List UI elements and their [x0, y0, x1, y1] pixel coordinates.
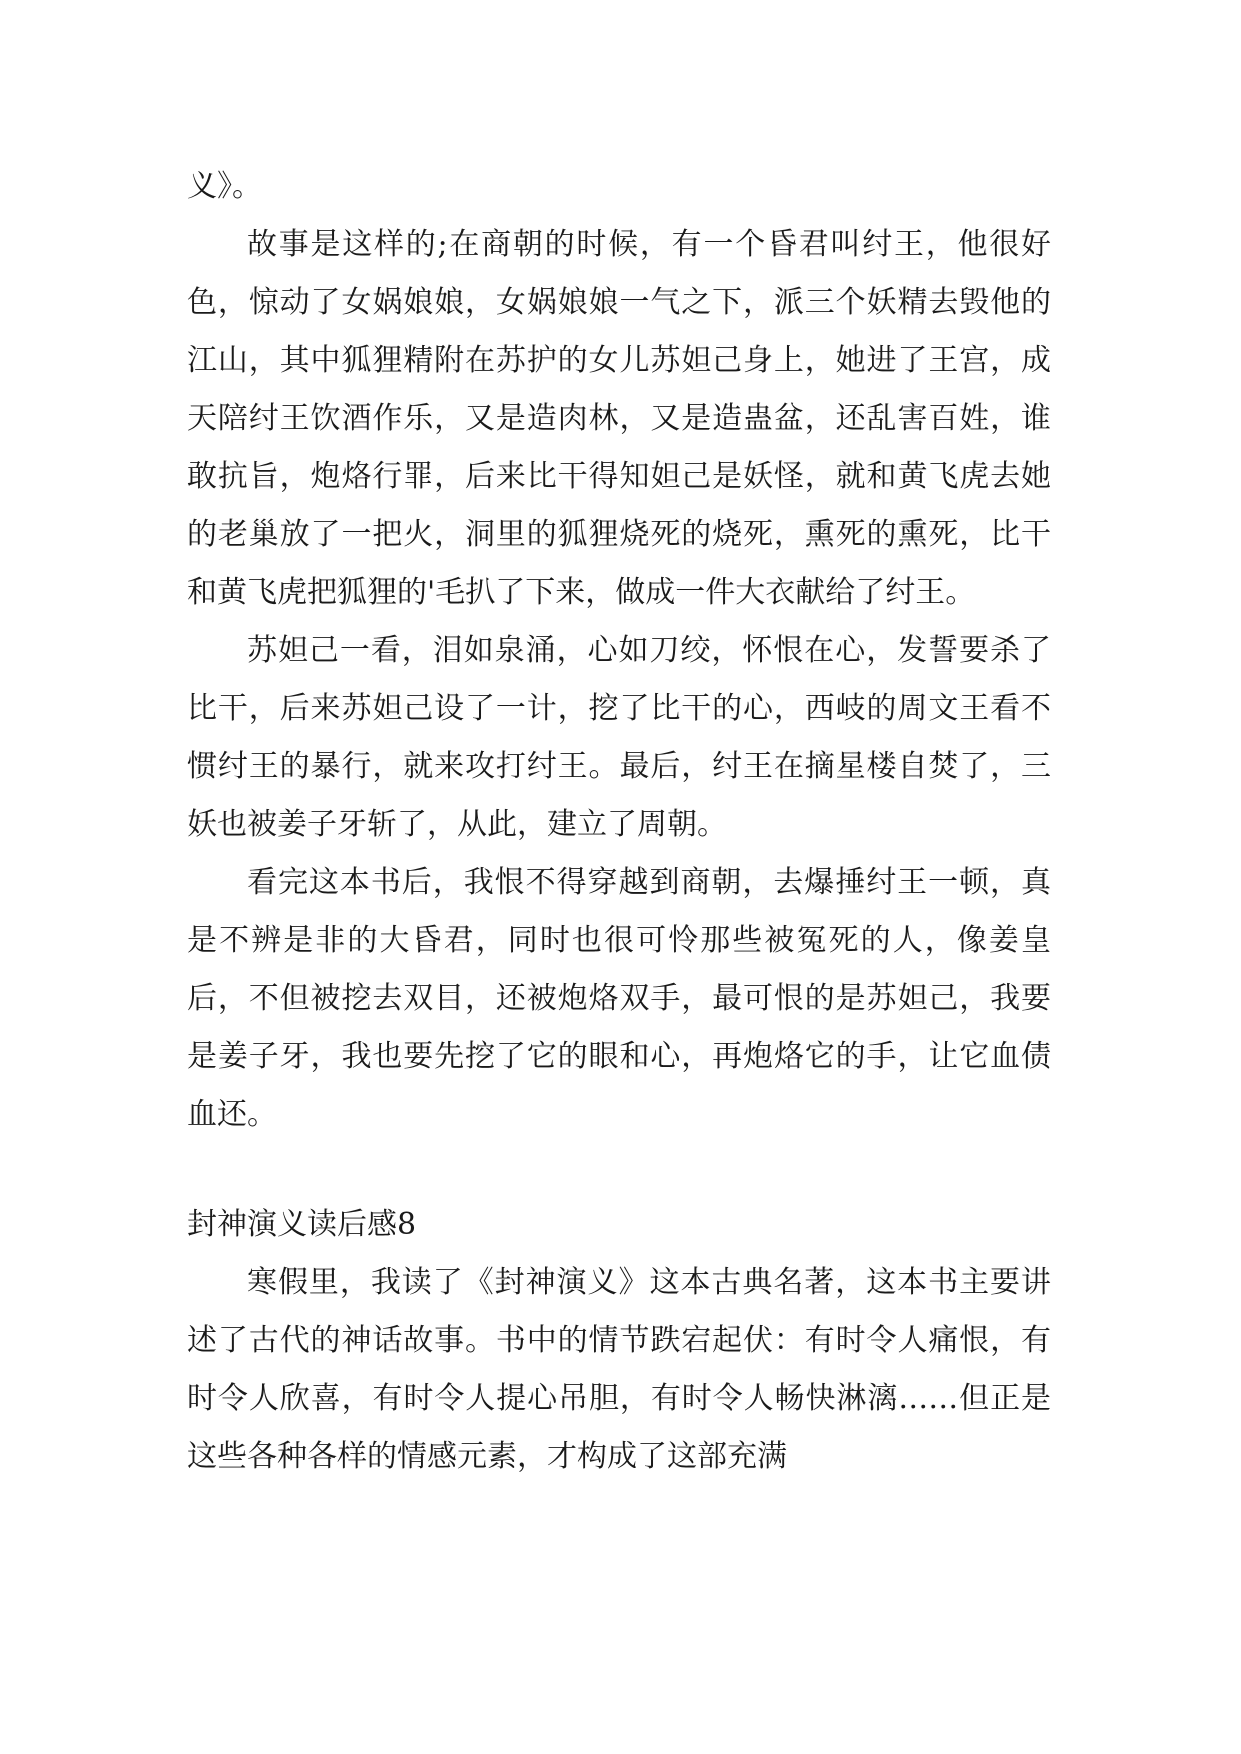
document-body [187, 158, 1051, 1486]
paragraph-daji: 苏妲己一看，泪如泉涌，心如刀绞，怀恨在心，发誓要杀了比干，后来苏妲己设了一计，挖了比干的心，西岐的周文王看不惯纣王的暴行，就来攻打纣王。最后，纣王在摘星楼自焚了，三妖也被姜子牙斩了，从此，建立了周朝。 [187, 633, 1051, 842]
paragraph-continuation: 义》。 [187, 169, 262, 204]
paragraph-reflection: 看完这本书后，我恨不得穿越到商朝，去爆捶纣王一顿，真是不辨是非的大昏君，同时也很可怜那些被冤死的人，像姜皇后，不但被挖去双目，还被炮烙双手，最可恨的是苏妲己，我要是姜子牙，我也要先挖了它的眼和心，再炮烙它的手，让它血债血还。 [187, 865, 1051, 1132]
paragraph-winter-break: 寒假里，我读了《封神演义》这本古典名著，这本书主要讲述了古代的神话故事。书中的情节跌宕起伏：有时令人痛恨，有时令人欣喜，有时令人提心吊胆，有时令人畅快淋漓……但正是这些各种各样的情感元素，才构成了这部充满 [187, 1265, 1051, 1474]
paragraph-story: 故事是这样的;在商朝的时候，有一个昏君叫纣王，他很好色，惊动了女娲娘娘，女娲娘娘一气之下，派三个妖精去毁他的江山，其中狐狸精附在苏护的女儿苏妲己身上，她进了王宫，成天陪纣王饮酒作乐，又是造肉林，又是造蛊盆，还乱害百姓，谁敢抗旨，炮烙行罪，后来比干得知妲己是妖怪，就和黄飞虎去她的老巢放了一把火，洞里的狐狸烧死的烧死，熏死的熏死，比干和黄飞虎把狐狸的'毛扒了下来，做成一件大衣献给了纣王。 [187, 227, 1051, 610]
section-heading: 封神演义读后感8 [187, 1207, 417, 1242]
